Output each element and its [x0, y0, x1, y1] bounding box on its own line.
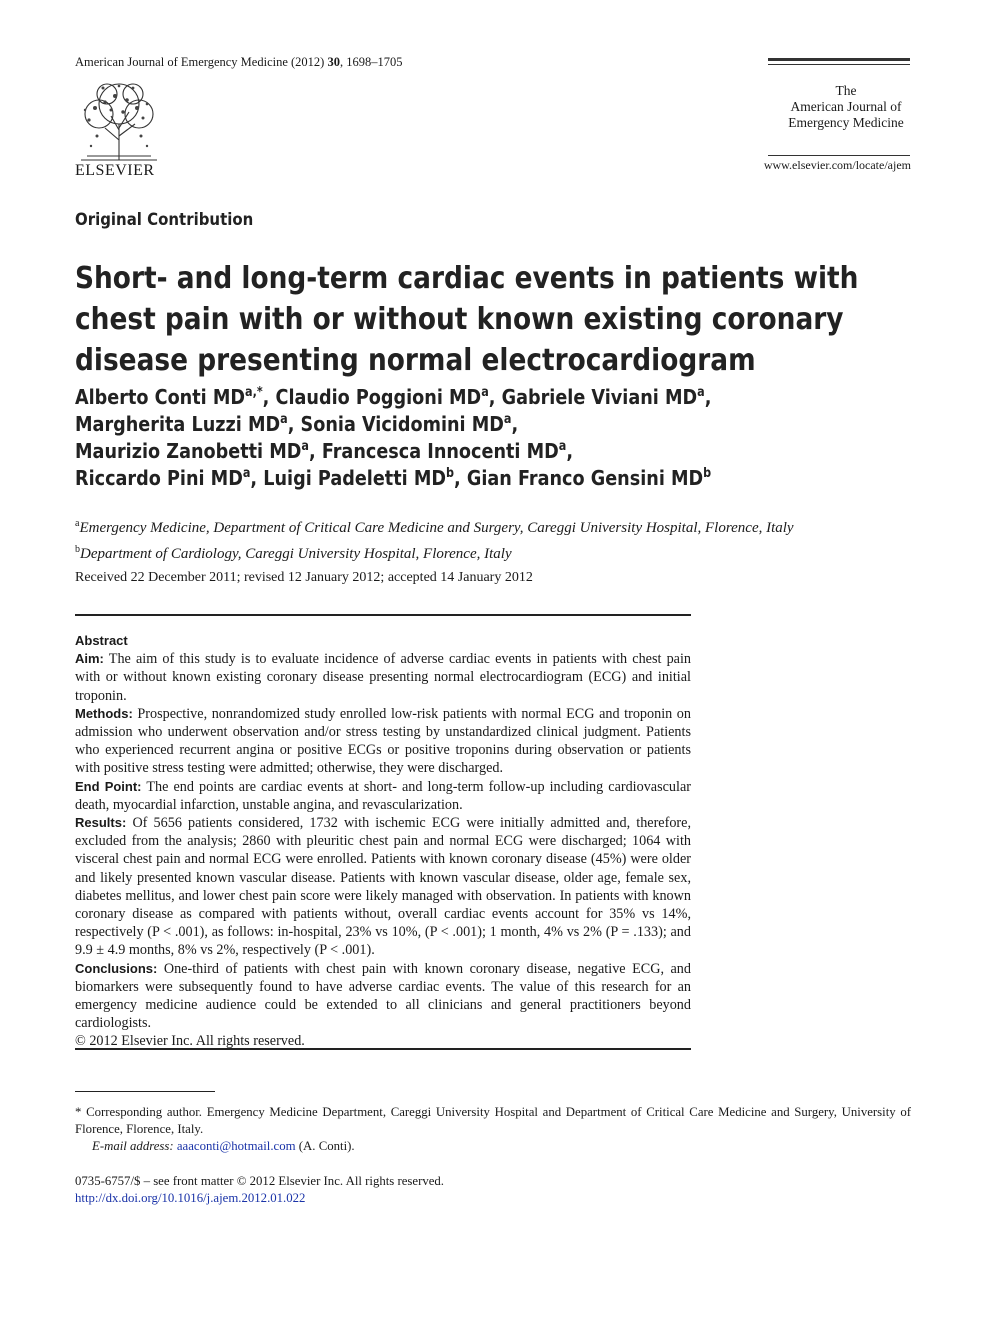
- issn-line: 0735-6757/$ – see front matter © 2012 Elsevier Inc. All rights reserved.: [75, 1174, 445, 1188]
- author: Alberto Conti $MD^{a,*}$,: [75, 385, 276, 409]
- masthead-rule: [768, 64, 910, 65]
- citation-journal: American Journal of Emergency Medicine (2012): [75, 55, 325, 69]
- abstract-copyright: © 2012 Elsevier Inc. All rights reserved.: [75, 1033, 305, 1050]
- author: Sonia Vicidomini $MD^a$,: [300, 412, 519, 436]
- masthead-rule: [768, 58, 910, 61]
- email-line: E-mail address: aaaconti@hotmail.com (A. Conti).: [92, 1139, 355, 1153]
- elsevier-tree-icon: [75, 80, 163, 162]
- journal-url[interactable]: www.elsevier.com/locate/ajem: [763, 158, 911, 172]
- masthead-rule: [768, 155, 910, 156]
- author: Margherita Luzzi $MD^a$,: [75, 412, 301, 436]
- footnote: [75, 1104, 911, 1155]
- affiliations: [75, 513, 794, 565]
- doi-link[interactable]: http://dx.doi.org/10.1016/j.ajem.2012.01.022: [75, 1191, 306, 1205]
- journal-name-line: Emergency Medicine: [788, 115, 904, 130]
- section-label: Original Contribution: [75, 210, 254, 230]
- journal-masthead: [768, 58, 910, 156]
- elsevier-wordmark: ELSEVIER: [75, 162, 155, 179]
- abstract: [75, 632, 691, 1051]
- affiliation: $^a$Emergency Medicine, Department of Critical Care Medicine and Surgery, Careggi University Hospital, Florence, Italy: [75, 518, 794, 536]
- author: Claudio Poggioni $MD^a$,: [275, 385, 502, 409]
- journal-name-line: The: [835, 83, 857, 98]
- abstract-methods: Methods: Prospective, nonrandomized study enrolled low-risk patients with normal ECG and troponin on admission who underwent observation and/or stress testing by unstandardized clinical judgment. Patients who experienced recurrent angina or positive ECGs or positive troponins during observation or patients with positive stress testing were admitted; otherwise, they were discharged.: [75, 705, 691, 777]
- journal-citation: [75, 55, 402, 70]
- author: Luigi Padeletti $MD^b$,: [263, 466, 467, 490]
- abstract-aim: Aim: The aim of this study is to evaluate incidence of adverse cardiac events in patients with chest pain with or without known existing coronary disease presenting normal electrocardiogram (ECG) and initial troponin.: [75, 651, 691, 704]
- author: Riccardo Pini $MD^a$,: [75, 466, 264, 490]
- abstract-conclusions: Conclusions: One-third of patients with chest pain with known coronary disease, negative ECG, and biomarkers were subsequently found to have adverse cardiac events. The value of this research for an emergency medicine audience could be extended to all clinicians and general practitioners beyond cardiologists.: [75, 960, 691, 1032]
- author-list: [75, 384, 746, 492]
- received-dates: Received 22 December 2011; revised 12 January 2012; accepted 14 January 2012: [75, 570, 533, 585]
- abstract-bottom-rule: [75, 1048, 691, 1050]
- front-matter: [75, 1173, 444, 1207]
- abstract-heading: Abstract: [75, 633, 128, 648]
- citation-volume: 30: [327, 55, 340, 69]
- article-title: Short- and long-term cardiac events in patients with chest pain with or without known existing coronary disease presenting normal electrocardiogram: [75, 261, 859, 378]
- abstract-end-point: End Point: The end points are cardiac events at short- and long-term follow-up including cardiovascular death, myocardial infarction, unstable angina, and revascularization.: [75, 778, 691, 813]
- elsevier-logo: [75, 80, 165, 180]
- email-link[interactable]: aaaconti@hotmail.com: [176, 1139, 296, 1153]
- author: Maurizio Zanobetti $MD^a$,: [75, 439, 322, 463]
- author: Gabriele Viviani $MD^a$,: [501, 385, 712, 409]
- journal-name: [782, 83, 910, 131]
- affiliation: $^b$Department of Cardiology, Careggi University Hospital, Florence, Italy: [75, 544, 512, 562]
- abstract-top-rule: [75, 614, 691, 616]
- citation-pages: , 1698–1705: [339, 55, 403, 69]
- corresponding-author-note: * Corresponding author. Emergency Medicine Department, Careggi University Hospital and Department of Critical Care Medicine and Surgery, University of Florence, Florence, Italy.: [75, 1105, 911, 1136]
- abstract-results: Results: Of 5656 patients considered, 1732 with ischemic ECG were initially admitted and, therefore, excluded from the analysis; 2860 with pleuritic chest pain and normal ECG were discharged; 1064 with visceral chest pain and normal ECG were enrolled. Patients with known coronary disease (45%) were older and likely presented known vascular disease. Patients with known vascular disease, older age, female sex, diabetes mellitus, and lower chest pain score were likely managed with observation. In patients with known coronary disease as compared with patients without, overall cardiac events account for 35% vs 14%, respectively (P < .001), as follows: in-hospital, 23% vs 10%, (P < .001); 1 month, 4% vs 2% (P = .133); and 9.9 ± 4.9 months, 8% vs 2%, respectively (P < .001).: [75, 815, 691, 959]
- author: Gian Franco Gensini $MD^b$: [466, 466, 712, 490]
- author: Francesca Innocenti $MD^a$,: [321, 439, 574, 463]
- journal-name-line: American Journal of: [790, 99, 902, 114]
- footnote-rule: [75, 1091, 215, 1092]
